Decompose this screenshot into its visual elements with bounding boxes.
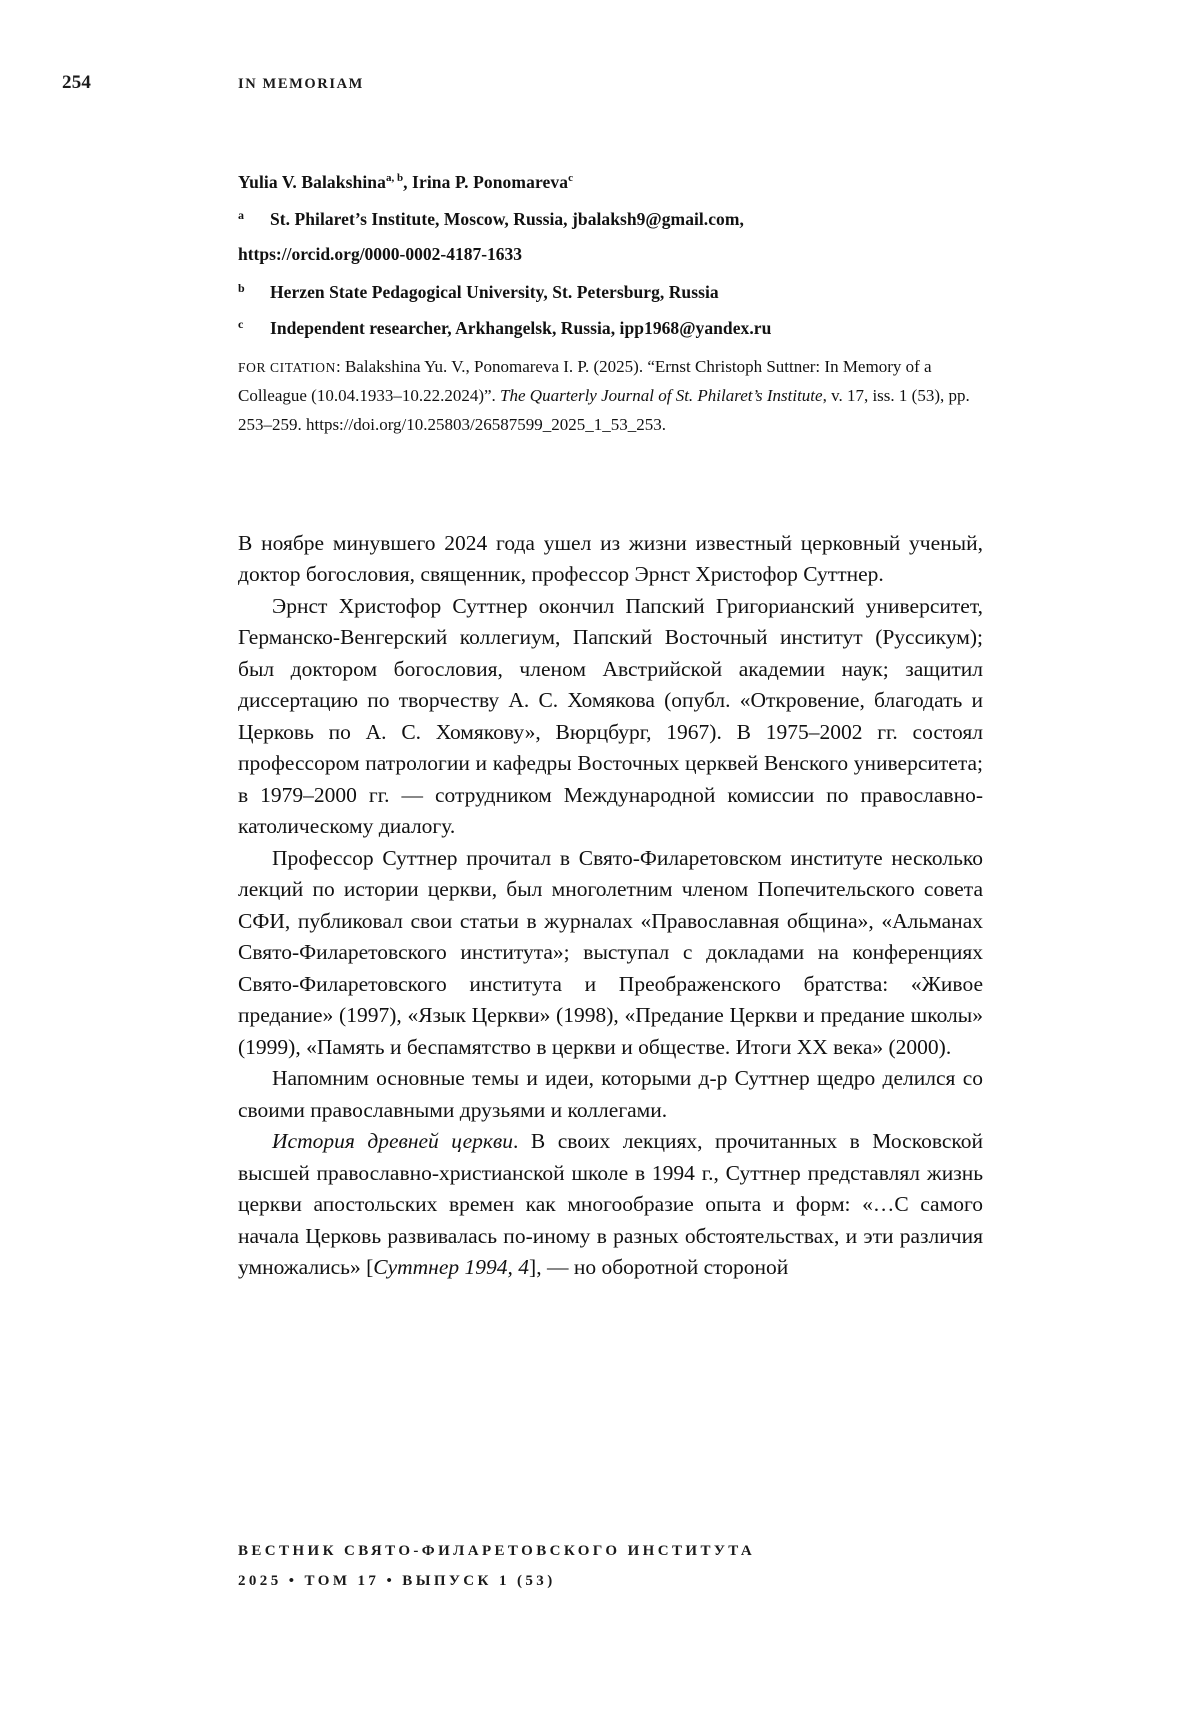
affiliation-marker: c: [238, 317, 244, 332]
orcid-link[interactable]: https://orcid.org/0000-0002-4187-1633: [238, 243, 523, 264]
affiliation-row: [238, 205, 978, 233]
citation-block: [238, 352, 978, 440]
author-affiliation-marker-c: c: [568, 172, 573, 185]
section-title: IN MEMORIAM: [238, 76, 364, 92]
author-affiliation-marker-ab: a, b: [385, 172, 404, 185]
affiliation-text: Herzen State Pedagogical University, St. Petersburg, Russia: [270, 282, 719, 303]
page-footer: [238, 1543, 983, 1590]
affiliation-text: Independent researcher, Arkhangelsk, Russia, ipp1968@yandex.ru: [270, 318, 772, 339]
citation-part-one: : Balakshina Yu. V., Ponomareva I. P. (2025). “Ernst Christoph Suttner: In Memory of a Colleague (10.04.1933–10.22.2024)”.: [238, 357, 932, 406]
affiliation-row: [238, 278, 978, 306]
authors-block: [238, 168, 978, 351]
bibliographic-reference: Суттнер 1994, 4: [373, 1255, 530, 1280]
paragraph-text-after-reference: ], — но оборотной стороной: [529, 1255, 789, 1280]
paragraph: Напомним основные темы и идеи, которыми д-р Суттнер щедро делился со своими православными друзьями и коллегами.: [238, 1066, 983, 1122]
article-body: [238, 528, 983, 1284]
affiliation-marker: a: [238, 208, 244, 223]
issue-info: 2025 • ТОМ 17 • ВЫПУСК 1 (53): [238, 1573, 556, 1589]
paragraph-with-reference: [238, 1126, 983, 1283]
paragraph: В ноябре минувшего 2024 года ушел из жизни известный церковный ученый, доктор богословия, священник, профессор Эрнст Христофор Суттнер.: [238, 531, 983, 587]
author-names: [238, 168, 978, 196]
affiliation-marker: b: [238, 281, 245, 296]
running-head: [0, 72, 1200, 96]
topic-lead-italic: История древней церкви: [272, 1129, 514, 1154]
journal-name: ВЕСТНИК СВЯТО-ФИЛАРЕТОВСКОГО ИНСТИТУТА: [238, 1543, 756, 1559]
citation-journal-title: The Quarterly Journal of St. Philaret’s Institute: [500, 386, 823, 406]
author-name-first: Yulia V. Balakshina: [238, 172, 386, 192]
paragraph: Эрнст Христофор Суттнер окончил Папский Григорианский университет, Германско-Венгерский коллегиум, Папский Восточный институт (Руссикум); был доктором богословия, членом Австрийской академии наук; защитил диссертацию по творчеству А. С. Хомякова (опубл. «Откровение, благодать и Церковь по А. С. Хомякову», Вюрцбург, 1967). В 1975–2002 гг. состоял профессором патрологии и кафедры Восточных церквей Венского университета; в 1979–2000 гг. — сотрудником Международной комиссии по православно-католическому диалогу.: [238, 593, 983, 839]
citation-label: FOR CITATION: [238, 360, 336, 375]
citation-part-two: , v. 17, iss. 1 (53), pp. 253–259. https://doi.org/10.25803/26587599_2025_1_53_253.: [238, 386, 970, 435]
author-name-second: , Irina P. Ponomareva: [403, 172, 569, 192]
paragraph-text-before-reference: . В своих лекциях, прочитанных в Московской высшей православно-христианской школе в 1994 г., Суттнер представлял жизнь церкви апостольских времен как многообразие опыта и форм: «…С самого начала Церковь развивалась по-иному в разных обстоятельствах, и эти различия умножались» [: [238, 1129, 983, 1280]
affiliation-text: St. Philaret’s Institute, Moscow, Russia, jbalaksh9@gmail.com,: [270, 209, 744, 230]
affiliation-row: [238, 314, 978, 342]
page-number: 254: [62, 72, 92, 93]
paragraph: Профессор Суттнер прочитал в Свято-Филаретовском институте несколько лекций по истории церкви, был многолетним членом Попечительского совета СФИ, публиковал свои статьи в журналах «Православная община», «Альманах Свято-Филаретовского института»; выступал с докладами на конференциях Свято-Филаретовского института и Преображенского братства: «Живое предание» (1997), «Язык Церкви» (1998), «Предание Церкви и предание школы» (1999), «Память и беспамятство в церкви и обществе. Итоги XX века» (2000).: [238, 845, 983, 1059]
